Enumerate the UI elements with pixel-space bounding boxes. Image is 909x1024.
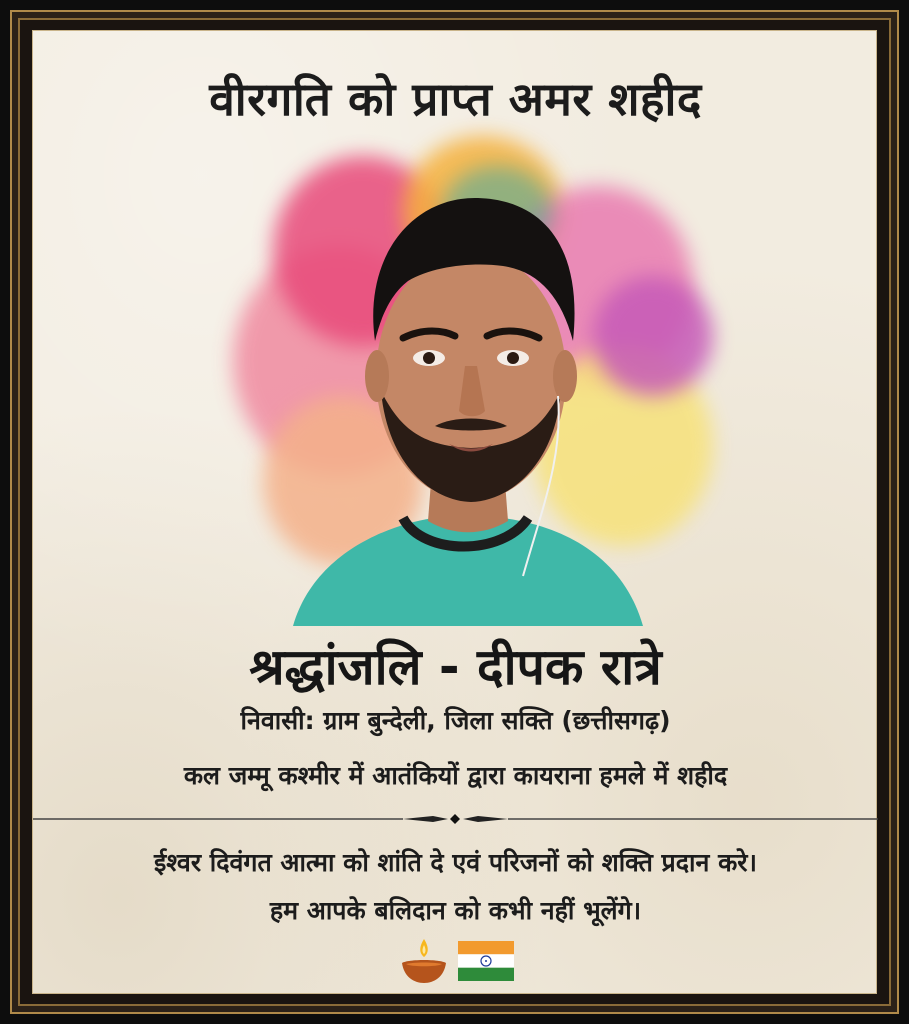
- india-flag-icon: [458, 941, 514, 981]
- prayer-line-1: ईश्वर दिवंगत आत्मा को शांति दे एवं परिजनों को शक्ति प्रदान करे।: [154, 848, 757, 877]
- portrait-figure: [203, 126, 723, 626]
- symbol-row: [398, 935, 518, 987]
- event-text: कल जम्मू कश्मीर में आतंकियों द्वारा कायराना हमले में शहीद: [183, 761, 728, 790]
- poster-title: वीरगति को प्राप्त अमर शहीद: [209, 72, 702, 126]
- prayer-line-2: हम आपके बलिदान को कभी नहीं भूलेंगे।: [269, 896, 642, 925]
- residence-text: निवासी: ग्राम बुन्देली, जिला सक्ति (छत्तीसगढ़): [240, 706, 671, 735]
- portrait-photo: [203, 126, 723, 626]
- diya-icon: [398, 935, 450, 987]
- poster-paper: [32, 30, 877, 994]
- ornamental-divider: [33, 813, 878, 825]
- tribute-name-heading: श्रद्धांजलि - दीपक रात्रे: [249, 638, 662, 696]
